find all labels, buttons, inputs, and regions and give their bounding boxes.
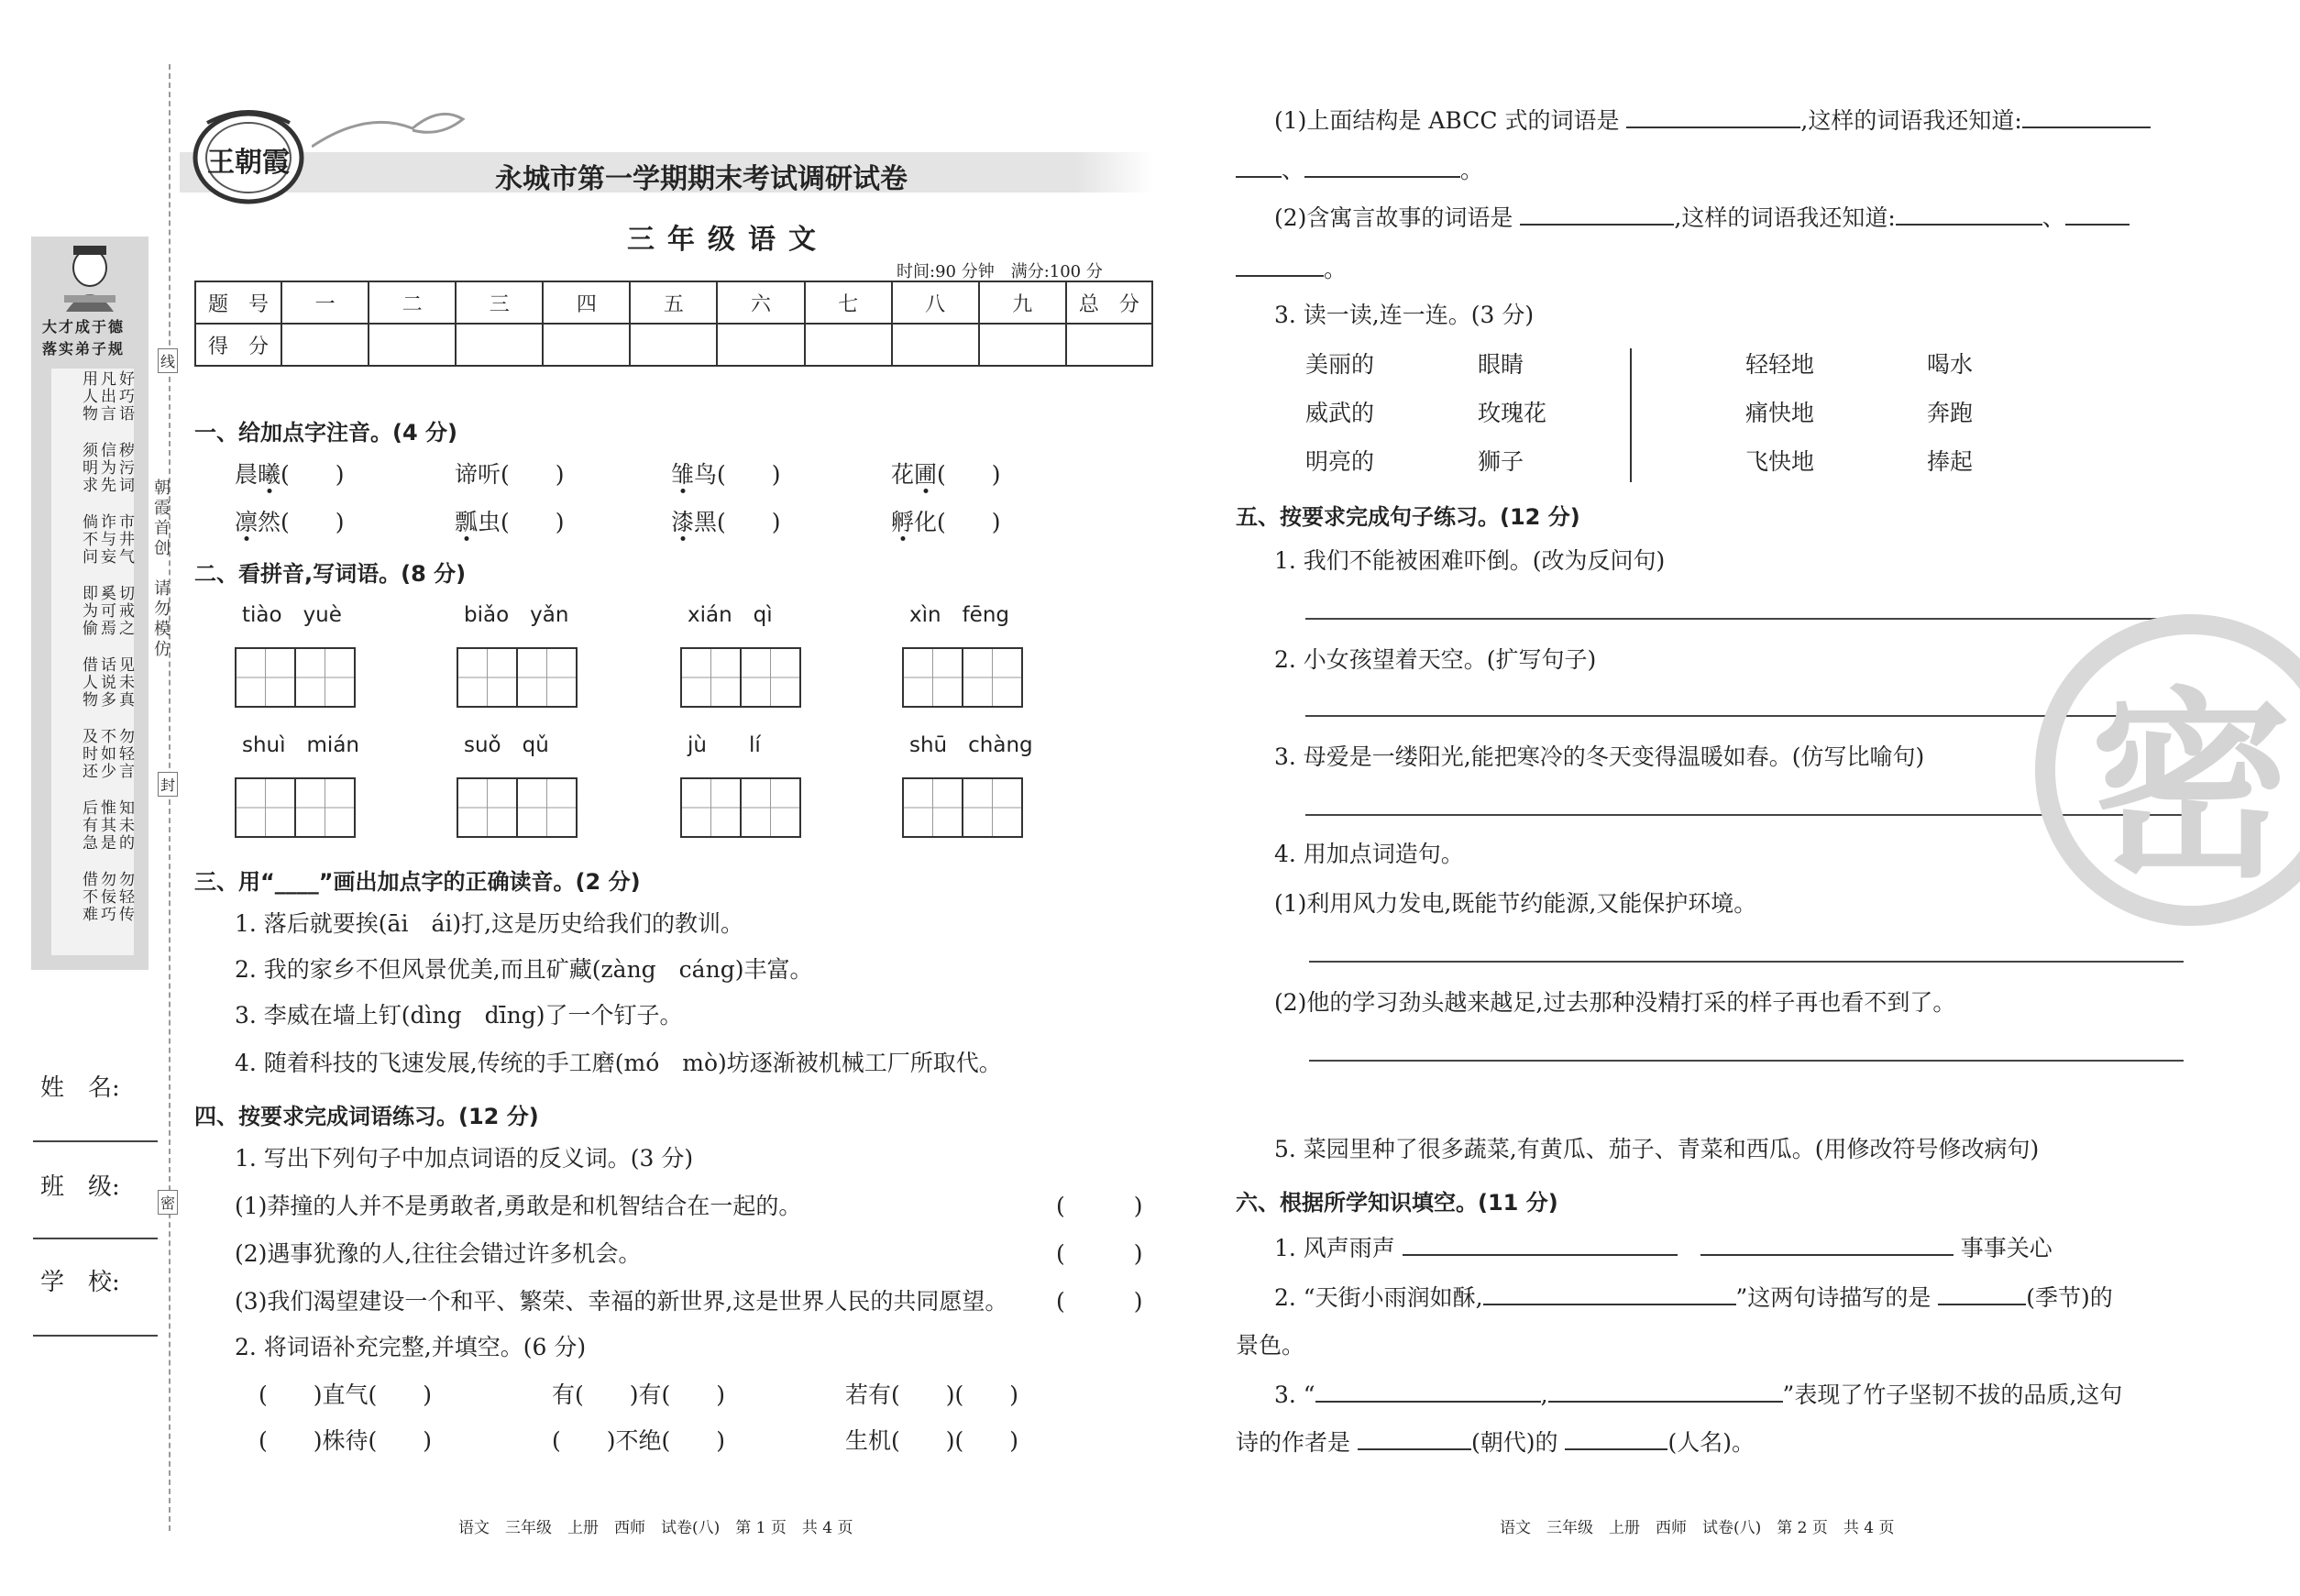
proverb-group: 见未真 话说多 借人物 [79, 656, 134, 709]
score-value-row [195, 324, 1152, 366]
q3-item-4-text: 4. 随着科技的飞速发展,传统的手工磨(mó mò)坊逐渐被机械工厂所取代。 [235, 1050, 1002, 1076]
q6-l3b: , [1540, 1381, 1548, 1408]
q6-blank-6[interactable] [1548, 1401, 1783, 1403]
q1-dotted-char: 漆 [671, 509, 695, 535]
pinyin-label: jù lí [688, 733, 761, 757]
r2b-text: ,这样的词语我还知道: [1674, 204, 1896, 231]
q6-line-3-cont [1236, 1426, 1755, 1459]
writing-cell[interactable] [742, 779, 799, 836]
r2-blank-4[interactable] [1236, 275, 1324, 277]
copyright-note: 朝霞首创 请勿模仿 [151, 479, 171, 660]
q1-char-post: 鸟( ) [694, 461, 781, 488]
q4-paren-1[interactable]: ( ) [1056, 1193, 1143, 1219]
pinyin-label: tiào yuè [242, 603, 342, 627]
q1-item[interactable] [235, 506, 345, 539]
proverb-group: 知未的 惟其是 后有急 [79, 799, 134, 852]
q6-blank-4[interactable] [1938, 1304, 2026, 1305]
score-row-label: 得 分 [195, 324, 281, 366]
q6-l2b: ”这两句诗描写的是 [1735, 1284, 1931, 1311]
q5-s3: 3. 母爱是一缕阳光,能把寒冷的冬天变得温暖如春。(仿写比喻句) [1274, 743, 1925, 770]
q4-fill-5[interactable]: ( )不绝( ) [552, 1427, 726, 1454]
binding-line [169, 64, 171, 1531]
writing-cell[interactable] [518, 779, 576, 836]
writing-cell[interactable] [296, 779, 354, 836]
seal-mark-top: 线 [158, 348, 178, 373]
score-header-cell: 二 [369, 281, 456, 324]
name-field[interactable] [33, 1140, 158, 1142]
q3-item-2-text: 2. 我的家乡不但风景优美,而且矿藏(zàng cáng)丰富。 [235, 956, 813, 983]
r2c-text: 、 [2041, 204, 2065, 231]
q1-char-post: 然( ) [258, 509, 345, 535]
q5-s1: 1. 我们不能被困难吓倒。(改为反问句) [1274, 547, 1666, 574]
section-4-title: 四、按要求完成词语练习。(12 分) [194, 1104, 539, 1129]
score-input-cell[interactable] [1066, 324, 1152, 366]
q5-s4a: (1)利用风力发电,既能节约能源,又能保护环境。 [1274, 890, 1757, 917]
match-word[interactable]: 威武的 [1305, 400, 1375, 426]
pinyin-label: shū chàng [909, 733, 1033, 757]
writing-cell[interactable] [963, 779, 1021, 836]
q5-s4b: (2)他的学习劲头越来越足,过去那种没精打采的样子再也看不到了。 [1274, 989, 1956, 1016]
writing-cell[interactable] [904, 649, 963, 706]
q1-char-post: 黑( ) [694, 509, 781, 535]
r1-blank-3[interactable] [1236, 176, 1282, 178]
match-word[interactable]: 狮子 [1478, 448, 1524, 475]
q1-dotted-char: 孵 [891, 509, 915, 535]
ribbon-decoration [312, 101, 468, 156]
q6-blank-8[interactable] [1565, 1448, 1667, 1450]
writing-cell[interactable] [963, 649, 1021, 706]
q1-item[interactable] [671, 458, 781, 491]
section-6-title: 六、根据所学知识填空。(11 分) [1236, 1190, 1558, 1216]
pinyin-label: biǎo yǎn [464, 603, 569, 627]
q6-l3a: 3. “ [1274, 1381, 1315, 1408]
right-r2 [1274, 202, 2129, 235]
time-info: 时间:90 分钟 满分:100 分 [897, 262, 1103, 281]
score-header-cell: 五 [630, 281, 717, 324]
q4-fill-6[interactable]: 生机( )( ) [845, 1427, 1019, 1454]
q4-sentence-2: (2)遇事犹豫的人,往往会错过许多机会。 [235, 1240, 642, 1267]
writing-grid[interactable] [457, 777, 578, 838]
q6-l3c: ”表现了竹子坚韧不拔的品质,这句 [1782, 1381, 2123, 1408]
score-input-cell[interactable] [979, 324, 1066, 366]
seal-mark-mid: 封 [158, 772, 178, 797]
q1-dotted-char: 凛 [235, 509, 259, 535]
pinyin-label: xián qì [688, 603, 773, 627]
q3-item-1 [235, 908, 743, 941]
score-input-cell[interactable] [369, 324, 456, 366]
q1-char-pre: 花 [891, 461, 915, 488]
q1-char-post: 虫( ) [478, 509, 565, 535]
q3-item-3-text: 3. 李威在墙上钉(dìng dīng)了一个钉子。 [235, 1002, 683, 1029]
q1-item[interactable] [235, 458, 345, 491]
right-r1 [1274, 105, 2151, 138]
q6-l1a: 1. 风声雨声 [1274, 1235, 1395, 1261]
match-word[interactable]: 喝水 [1927, 351, 1974, 378]
score-header-cell: 七 [805, 281, 892, 324]
q6-blank-5[interactable] [1315, 1401, 1541, 1403]
q1-item[interactable] [671, 506, 781, 539]
match-word[interactable]: 奔跑 [1927, 400, 1974, 426]
q6-line-3 [1274, 1379, 2122, 1412]
q1-item[interactable] [891, 506, 1001, 539]
writing-cell[interactable] [237, 649, 296, 706]
q4-fill-3[interactable]: 若有( )( ) [845, 1381, 1019, 1408]
pinyin-label: xìn fēng [909, 603, 1010, 627]
score-header-cell: 九 [979, 281, 1066, 324]
q3-item-4 [235, 1047, 1002, 1080]
section-2-title: 二、看拼音,写词语。(8 分) [194, 561, 467, 587]
school-field[interactable] [33, 1335, 158, 1337]
q6-l2a: 2. “天街小雨润如酥, [1274, 1284, 1483, 1311]
writing-grid[interactable] [235, 777, 356, 838]
class-label: 班 级: [40, 1173, 120, 1201]
score-header-cell: 题 号 [195, 281, 281, 324]
q1-char-post: ( ) [937, 461, 1001, 488]
q6-l3e: (朝代)的 [1470, 1429, 1558, 1456]
score-input-cell[interactable] [805, 324, 892, 366]
q5-s2: 2. 小女孩望着天空。(扩写句子) [1274, 646, 1597, 673]
q5-answer-4b[interactable] [1309, 1060, 2184, 1062]
score-header-cell: 四 [543, 281, 630, 324]
q4-3-title: 3. 读一读,连一连。(3 分) [1274, 302, 1535, 328]
proverb-group: 好巧语 凡出言 用人物 [79, 370, 134, 423]
q4-sub2: 2. 将词语补充完整,并填空。(6 分) [235, 1334, 587, 1360]
q1-item[interactable] [891, 458, 1001, 491]
q3-item-1-text: 1. 落后就要挨(āi ái)打,这是历史给我们的教训。 [235, 910, 744, 937]
pinyin-label: suǒ qǔ [464, 733, 549, 757]
writing-grid[interactable] [235, 647, 356, 708]
q3-item-3 [235, 999, 683, 1032]
q4-sub1: 1. 写出下列句子中加点词语的反义词。(3 分) [235, 1145, 694, 1172]
sidebar-motto-1: 大才成于德 [42, 318, 126, 336]
score-input-cell[interactable] [281, 324, 369, 366]
score-input-cell[interactable] [717, 324, 804, 366]
q6-line-1 [1274, 1232, 2052, 1265]
q6-l1b: 事事关心 [1960, 1235, 2052, 1261]
match-word[interactable]: 明亮的 [1305, 448, 1375, 475]
class-field[interactable] [33, 1238, 158, 1239]
writing-grid[interactable] [902, 777, 1023, 838]
q4-paren-2[interactable]: ( ) [1056, 1240, 1143, 1267]
proverb-group: 勿轻传 勿佞巧 借不难 [79, 871, 134, 923]
score-table [194, 281, 1153, 367]
q1-dotted-char: 雏 [671, 461, 695, 488]
match-word[interactable]: 眼睛 [1478, 351, 1524, 378]
q6-blank-3[interactable] [1483, 1304, 1736, 1305]
writing-cell[interactable] [458, 779, 518, 836]
q6-blank-2[interactable] [1700, 1254, 1953, 1256]
score-input-cell[interactable] [543, 324, 630, 366]
r2-text: (2)含寓言故事的词语是 [1274, 204, 1513, 231]
scholar-figure-icon [46, 240, 134, 314]
match-word[interactable]: 痛快地 [1745, 400, 1815, 426]
q3-item-2 [235, 953, 812, 986]
q6-l3f: (人名)。 [1667, 1429, 1755, 1456]
right-r1-cont [1236, 154, 1483, 187]
writing-cell[interactable] [904, 779, 963, 836]
r1-blank-2[interactable] [2022, 127, 2151, 128]
score-input-cell[interactable] [456, 324, 543, 366]
r1c-text: 、 [1282, 157, 1305, 183]
q4-fill-2[interactable]: 有( )有( ) [552, 1381, 726, 1408]
subject-title: 三年级语文 [627, 224, 829, 256]
writing-grid[interactable] [680, 647, 801, 708]
q1-dotted-char: 瓢 [455, 509, 479, 535]
name-label: 姓 名: [40, 1074, 120, 1102]
q6-l3d: 诗的作者是 [1236, 1429, 1351, 1456]
q1-item[interactable] [455, 458, 565, 491]
r2-blank-2[interactable] [1896, 224, 2042, 226]
q5-answer-4a[interactable] [1309, 961, 2184, 963]
writing-cell[interactable] [237, 779, 296, 836]
writing-grid[interactable] [902, 647, 1023, 708]
writing-cell[interactable] [296, 649, 354, 706]
r1-blank-4[interactable] [1304, 176, 1460, 178]
sidebar-motto-2: 落实弟子规 [42, 340, 126, 358]
q6-line-2 [1274, 1282, 2113, 1315]
q1-dotted-char: 曦 [258, 461, 281, 488]
score-header-cell: 三 [456, 281, 543, 324]
q1-char-pre: 晨 [235, 461, 259, 488]
section-1-title: 一、给加点字注音。(4 分) [194, 420, 457, 446]
score-input-cell[interactable] [892, 324, 979, 366]
match-word[interactable]: 玫瑰花 [1478, 400, 1547, 426]
q1-char-pre: 谛 [455, 461, 479, 488]
score-header-row [195, 281, 1152, 324]
proverb-group: 切戒之 奚可焉 即为偷 [79, 585, 134, 637]
seal-mark-bot: 密 [158, 1190, 178, 1215]
q6-blank-7[interactable] [1358, 1448, 1471, 1450]
watermark-glyph: 密 [2089, 670, 2292, 905]
school-label: 学 校: [40, 1269, 120, 1296]
q4-sentence-3: (3)我们渴望建设一个和平、繁荣、幸福的新世界,这是世界人民的共同愿望。 [235, 1288, 1008, 1315]
q5-answer-1[interactable] [1305, 618, 2189, 620]
q1-item[interactable] [455, 506, 565, 539]
confidential-watermark [2035, 614, 2300, 926]
proverb-group: 秽污词 信为先 须明求 [79, 442, 134, 494]
q5-s4: 4. 用加点词造句。 [1274, 841, 1464, 867]
q1-char-post: 化( ) [914, 509, 1001, 535]
writing-cell[interactable] [458, 649, 518, 706]
score-input-cell[interactable] [630, 324, 717, 366]
q6-line-2-cont: 景色。 [1236, 1332, 1305, 1359]
match-word[interactable]: 轻轻地 [1745, 351, 1815, 378]
pinyin-label: shuì mián [242, 733, 359, 757]
section-3-title: 三、用“____”画出加点字的正确读音。(2 分) [194, 869, 641, 895]
match-divider [1630, 348, 1632, 482]
r2-blank[interactable] [1520, 224, 1674, 226]
match-word[interactable]: 捧起 [1927, 448, 1974, 475]
logo-text: 王朝霞 [207, 147, 290, 179]
score-header-cell: 总 分 [1066, 281, 1152, 324]
q4-paren-3[interactable]: ( ) [1056, 1288, 1143, 1315]
proverb-group: 勿轻言 不如少 及时还 [79, 728, 134, 780]
r2-blank-3[interactable] [2065, 224, 2129, 226]
exam-title: 永城市第一学期期末考试调研试卷 [495, 163, 908, 195]
score-header-cell: 六 [717, 281, 804, 324]
writing-grid[interactable] [680, 777, 801, 838]
r1d-text: 。 [1460, 157, 1484, 183]
score-header-cell: 一 [281, 281, 369, 324]
q1-dotted-char: 圃 [914, 461, 938, 488]
r1-blank[interactable] [1626, 127, 1800, 128]
writing-cell[interactable] [518, 649, 576, 706]
q4-fill-4[interactable]: ( )株待( ) [259, 1427, 433, 1454]
writing-cell[interactable] [682, 779, 742, 836]
writing-cell[interactable] [742, 649, 799, 706]
proverb-group: 市井气 诈与妄 倘不问 [79, 513, 134, 566]
q4-fill-1[interactable]: ( )直气( ) [259, 1381, 433, 1408]
writing-cell[interactable] [682, 649, 742, 706]
match-word[interactable]: 飞快地 [1745, 448, 1815, 475]
writing-grid[interactable] [457, 647, 578, 708]
r1b-text: ,这样的词语我还知道: [1800, 107, 2022, 134]
q6-l2c: (季节)的 [2026, 1284, 2113, 1311]
q4-sentence-1: (1)莽撞的人并不是勇敢者,勇敢是和机智结合在一起的。 [235, 1193, 802, 1219]
q5-s5: 5. 菜园里种了很多蔬菜,有黄瓜、茄子、青菜和西瓜。(用修改符号修改病句) [1274, 1136, 2040, 1162]
right-r2-cont [1236, 253, 1347, 286]
match-word[interactable]: 美丽的 [1305, 351, 1375, 378]
score-header-cell: 八 [892, 281, 979, 324]
q1-char-post: ( ) [281, 461, 345, 488]
footer-left: 语文 三年级 上册 西师 试卷(八) 第 1 页 共 4 页 [458, 1519, 853, 1537]
section-5-title: 五、按要求完成句子练习。(12 分) [1236, 504, 1580, 530]
r1-text: (1)上面结构是 ABCC 式的词语是 [1274, 107, 1620, 134]
q1-char-post: 听( ) [478, 461, 565, 488]
q6-blank-1[interactable] [1403, 1254, 1678, 1256]
footer-right: 语文 三年级 上册 西师 试卷(八) 第 2 页 共 4 页 [1500, 1519, 1895, 1537]
r2d-text: 。 [1324, 256, 1348, 282]
